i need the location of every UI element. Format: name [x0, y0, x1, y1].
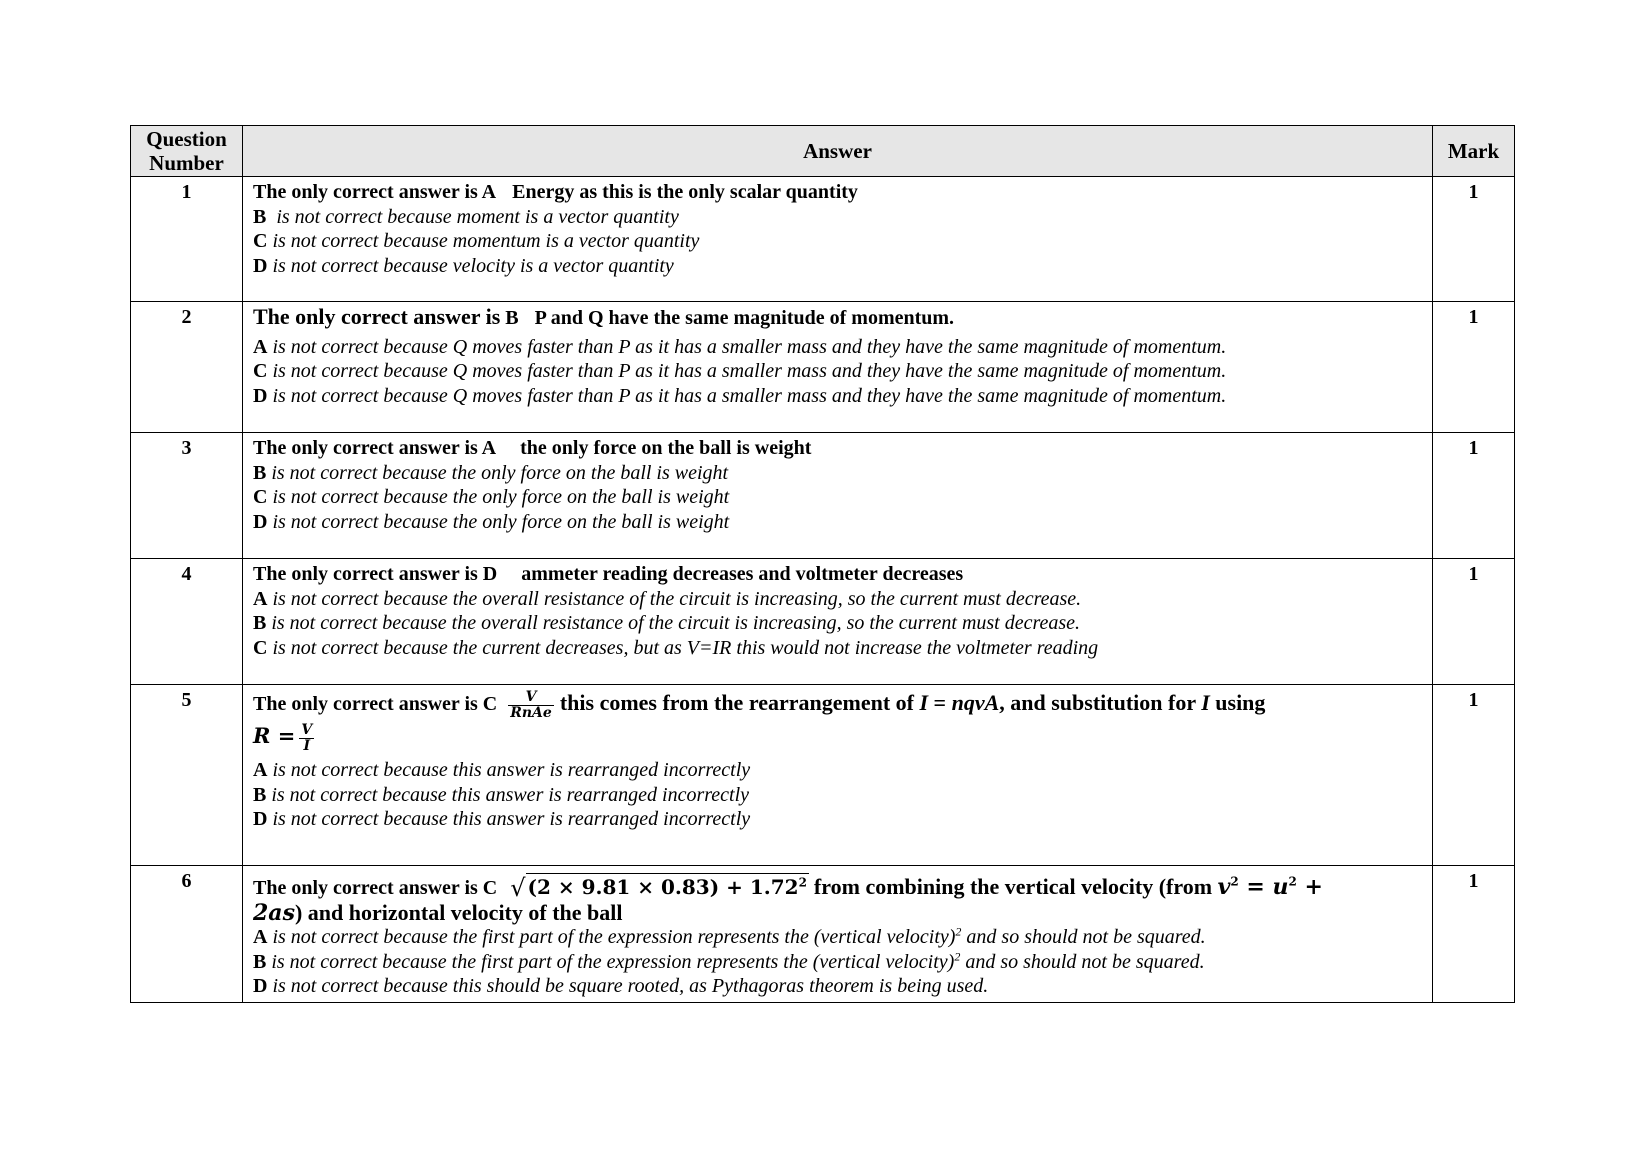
distractor-text: is not correct because the only force on the ball is weight [272, 486, 730, 508]
header-question-number: Question Number [131, 126, 243, 177]
distractor-text: is not correct because this should be square rooted, as Pythagoras theorem is being used. [272, 975, 989, 997]
distractor-letter: B [253, 205, 267, 228]
distractor-letter: D [253, 254, 268, 277]
correct-text: the only force on the ball is weight [520, 437, 812, 459]
mark-value: 1 [1433, 559, 1515, 685]
fraction-v-over-i: $\frac{V}{I}$ [301, 722, 313, 754]
header-answer: Answer [243, 126, 1433, 177]
correct-text: Energy as this is the only scalar quantity [512, 181, 858, 203]
header-mark: Mark [1433, 126, 1515, 177]
distractor [253, 229, 1422, 254]
question-row-2 [131, 302, 1515, 433]
distractor-text: is not correct because the overall resistance of the circuit is increasing, so the current must decrease. [272, 587, 1082, 610]
distractor-letter: B [253, 461, 267, 484]
distractor-text: is not correct because the overall resistance of the circuit is increasing, so the current must decrease. [271, 612, 1081, 634]
correct-answer-continued: 2as) and horizontal velocity of the ball [253, 899, 623, 926]
correct-prefix: The only correct answer is A [253, 437, 497, 459]
answer-cell [243, 559, 1433, 685]
distractor-text: is not correct because moment is a vector quantity [276, 205, 679, 228]
distractor-letter: B [253, 612, 267, 634]
distractor [253, 611, 1422, 636]
answer-cell [243, 866, 1433, 1003]
answer-cell [243, 177, 1433, 302]
question-number: 1 [131, 177, 243, 302]
mark-scheme-table [130, 125, 1515, 1003]
distractor-letter: A [253, 335, 268, 358]
correct-prefix: The only correct answer is [253, 304, 501, 329]
correct-answer: The only correct answer is C $\frac{V}{\text{RnAe}}$ this comes from the rearrangement of I = nqvA, and substitution for I using [253, 689, 1266, 721]
distractor-letter: D [253, 510, 268, 533]
distractor-letter: A [253, 926, 268, 948]
correct-letter: B [505, 307, 519, 329]
distractor [253, 485, 1422, 510]
correct-answer [253, 180, 1422, 205]
distractor-text: is not correct because Q moves faster than P as it has a smaller mass and they have the same magnitude of momentum. [272, 384, 1227, 407]
distractor: B is not correct because the first part of the expression represents the (vertical velocity)$^2$ and so should not be squared. [253, 948, 1205, 973]
distractor-letter: D [253, 384, 268, 407]
distractor-text: is not correct because this answer is rearranged incorrectly [272, 759, 751, 781]
distractor-text: is not correct because momentum is a vector quantity [272, 230, 700, 252]
resistance-equation: R = $\frac{V}{I}$ [253, 722, 313, 754]
distractor-letter: C [253, 486, 268, 508]
answer-cell [243, 302, 1433, 433]
correct-prefix: The only correct answer is D [253, 563, 498, 585]
correct-answer [253, 562, 1422, 587]
distractor-letter: A [253, 759, 268, 781]
distractor-letter: B [253, 950, 267, 973]
question-number: 2 [131, 302, 243, 433]
distractor-text: is not correct because the only force on the ball is weight [271, 461, 729, 484]
distractor [253, 510, 1422, 535]
answer-cell [243, 433, 1433, 559]
sqrt-expression: √ $(2 \times 9.81 \times 0.83) + 1.72^2$ [510, 874, 807, 902]
question-number: 6 [131, 866, 243, 1003]
distractor-text: is not correct because the current decreases, but as V=IR this would not increase the voltmeter reading [272, 636, 1099, 659]
question-row-6 [131, 866, 1515, 1003]
correct-text: ammeter reading decreases and voltmeter decreases [521, 563, 964, 585]
question-row-3 [131, 433, 1515, 559]
correct-answer: The only correct answer is C √ $(2 \times 9.81 \times 0.83) + 1.72^2$ from combining the vertical velocity (from $v^2 = u^2$ + [253, 874, 1323, 902]
question-number: 3 [131, 433, 243, 559]
correct-answer [253, 305, 1422, 331]
distractor-text: is not correct because velocity is a vector quantity [272, 254, 674, 277]
correct-text: P and Q have the same magnitude of momentum. [534, 307, 955, 329]
answer-cell [243, 685, 1433, 866]
mark-value: 1 [1433, 433, 1515, 559]
distractor [253, 974, 1422, 999]
distractor [253, 636, 1422, 661]
distractor [253, 758, 1422, 783]
distractor-letter: C [253, 636, 268, 659]
question-number: 5 [131, 685, 243, 866]
distractor-text: is not correct because Q moves faster than P as it has a smaller mass and they have the same magnitude of momentum. [272, 360, 1227, 382]
distractor-text: is not correct because this answer is rearranged incorrectly [271, 783, 750, 806]
distractor [253, 807, 1422, 832]
correct-answer [253, 436, 1422, 461]
distractor-text: is not correct because Q moves faster than P as it has a smaller mass and they have the same magnitude of momentum. [272, 335, 1227, 358]
distractor [253, 359, 1422, 384]
mark-value: 1 [1433, 866, 1515, 1003]
question-number: 4 [131, 559, 243, 685]
distractor [253, 783, 1422, 808]
distractor [253, 587, 1422, 612]
distractor-letter: D [253, 975, 268, 997]
distractor [253, 254, 1422, 279]
distractor-letter: D [253, 808, 268, 830]
distractor-text: is not correct because this answer is rearranged incorrectly [272, 808, 751, 830]
correct-prefix: The only correct answer is C [253, 693, 498, 716]
distractor-text: is not correct because the first part of the expression represents the (vertical velocity) [272, 926, 956, 948]
distractor-text: is not correct because the first part of the expression represents the (vertical velocity) [271, 950, 955, 973]
correct-prefix: The only correct answer is A [253, 181, 497, 203]
distractor [253, 384, 1422, 409]
distractor-letter: C [253, 230, 268, 252]
correct-prefix: The only correct answer is C [253, 877, 498, 899]
distractor: A is not correct because the first part of the expression represents the (vertical velocity)$^2$ and so should not be squared. [253, 924, 1206, 948]
header-row [131, 126, 1515, 177]
distractor-letter: A [253, 587, 268, 610]
distractor-letter: B [253, 783, 267, 806]
fraction-v-over-rnae: $\frac{V}{\text{RnAe}}$ [510, 689, 552, 721]
distractor [253, 205, 1422, 230]
distractor-text: is not correct because the only force on the ball is weight [272, 510, 730, 533]
mark-value: 1 [1433, 685, 1515, 866]
mark-value: 1 [1433, 177, 1515, 302]
question-row-4 [131, 559, 1515, 685]
mark-value: 1 [1433, 302, 1515, 433]
question-row-5 [131, 685, 1515, 866]
distractor-letter: C [253, 360, 268, 382]
distractor [253, 335, 1422, 360]
question-row-1 [131, 177, 1515, 302]
distractor [253, 461, 1422, 486]
